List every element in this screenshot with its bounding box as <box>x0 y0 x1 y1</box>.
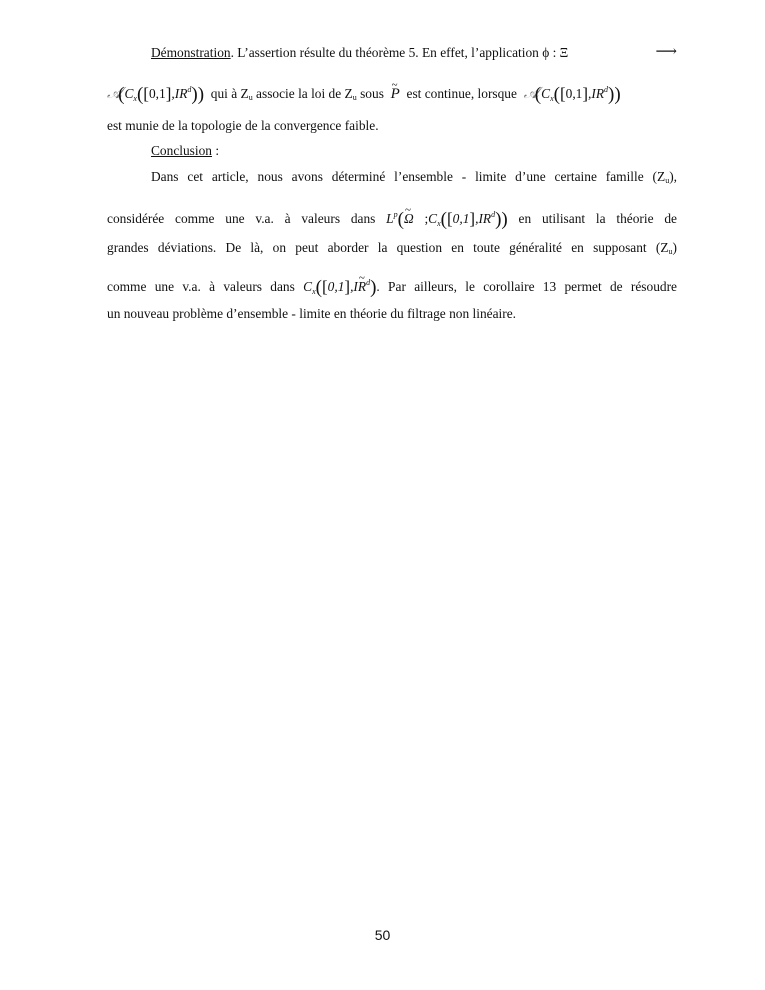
proof-line-1 <box>151 44 677 62</box>
conclusion-line-4: comme une v.a. à valeurs dans $C_x([0,1],I\sim$ $R^d$). Par ailleurs, le corollaire 13 permet de résoudre <box>107 274 677 301</box>
proof-line-2: $𝒜(C_x([0,1],IR^d))$ qui à Zu associe la loi de Zu sous ~ P est continue, lorsque $𝒜(C_x([0,1],IR^d))$ <box>107 81 677 108</box>
proof-text-1: . L’assertion résulte du théorème 5. En effet, l’application ϕ : Ξ <box>230 45 569 60</box>
conclusion-line-5: un nouveau problème d’ensemble - limite en théorie du filtrage non linéaire. <box>107 306 517 321</box>
conclusion-label: Conclusion <box>151 143 213 158</box>
p-tilde: ~ P <box>391 85 400 103</box>
proof-line-3: est munie de la topologie de la convergence faible. <box>107 118 379 133</box>
conclusion-line-1: Dans cet article, nous avons déterminé l’ensemble - limite d’une certaine famille (Zu), <box>151 169 677 185</box>
page-number: 50 <box>374 927 391 943</box>
demonstration-label: Démonstration <box>151 45 231 60</box>
conclusion-line-3: grandes déviations. De là, on peut aborder la question en toute généralité en supposant (Zu) <box>107 240 677 256</box>
conclusion-heading: Conclusion : <box>151 143 220 158</box>
script-a-symbol: 𝒜 <box>107 83 119 102</box>
arrow-symbol: ⟶ <box>655 44 677 60</box>
conclusion-line-2: considérée comme une v.a. à valeurs dans $L^p(\sim$ Ω $;C_x([0,1],IR^d)$) en utilisant la théorie de <box>107 206 677 233</box>
